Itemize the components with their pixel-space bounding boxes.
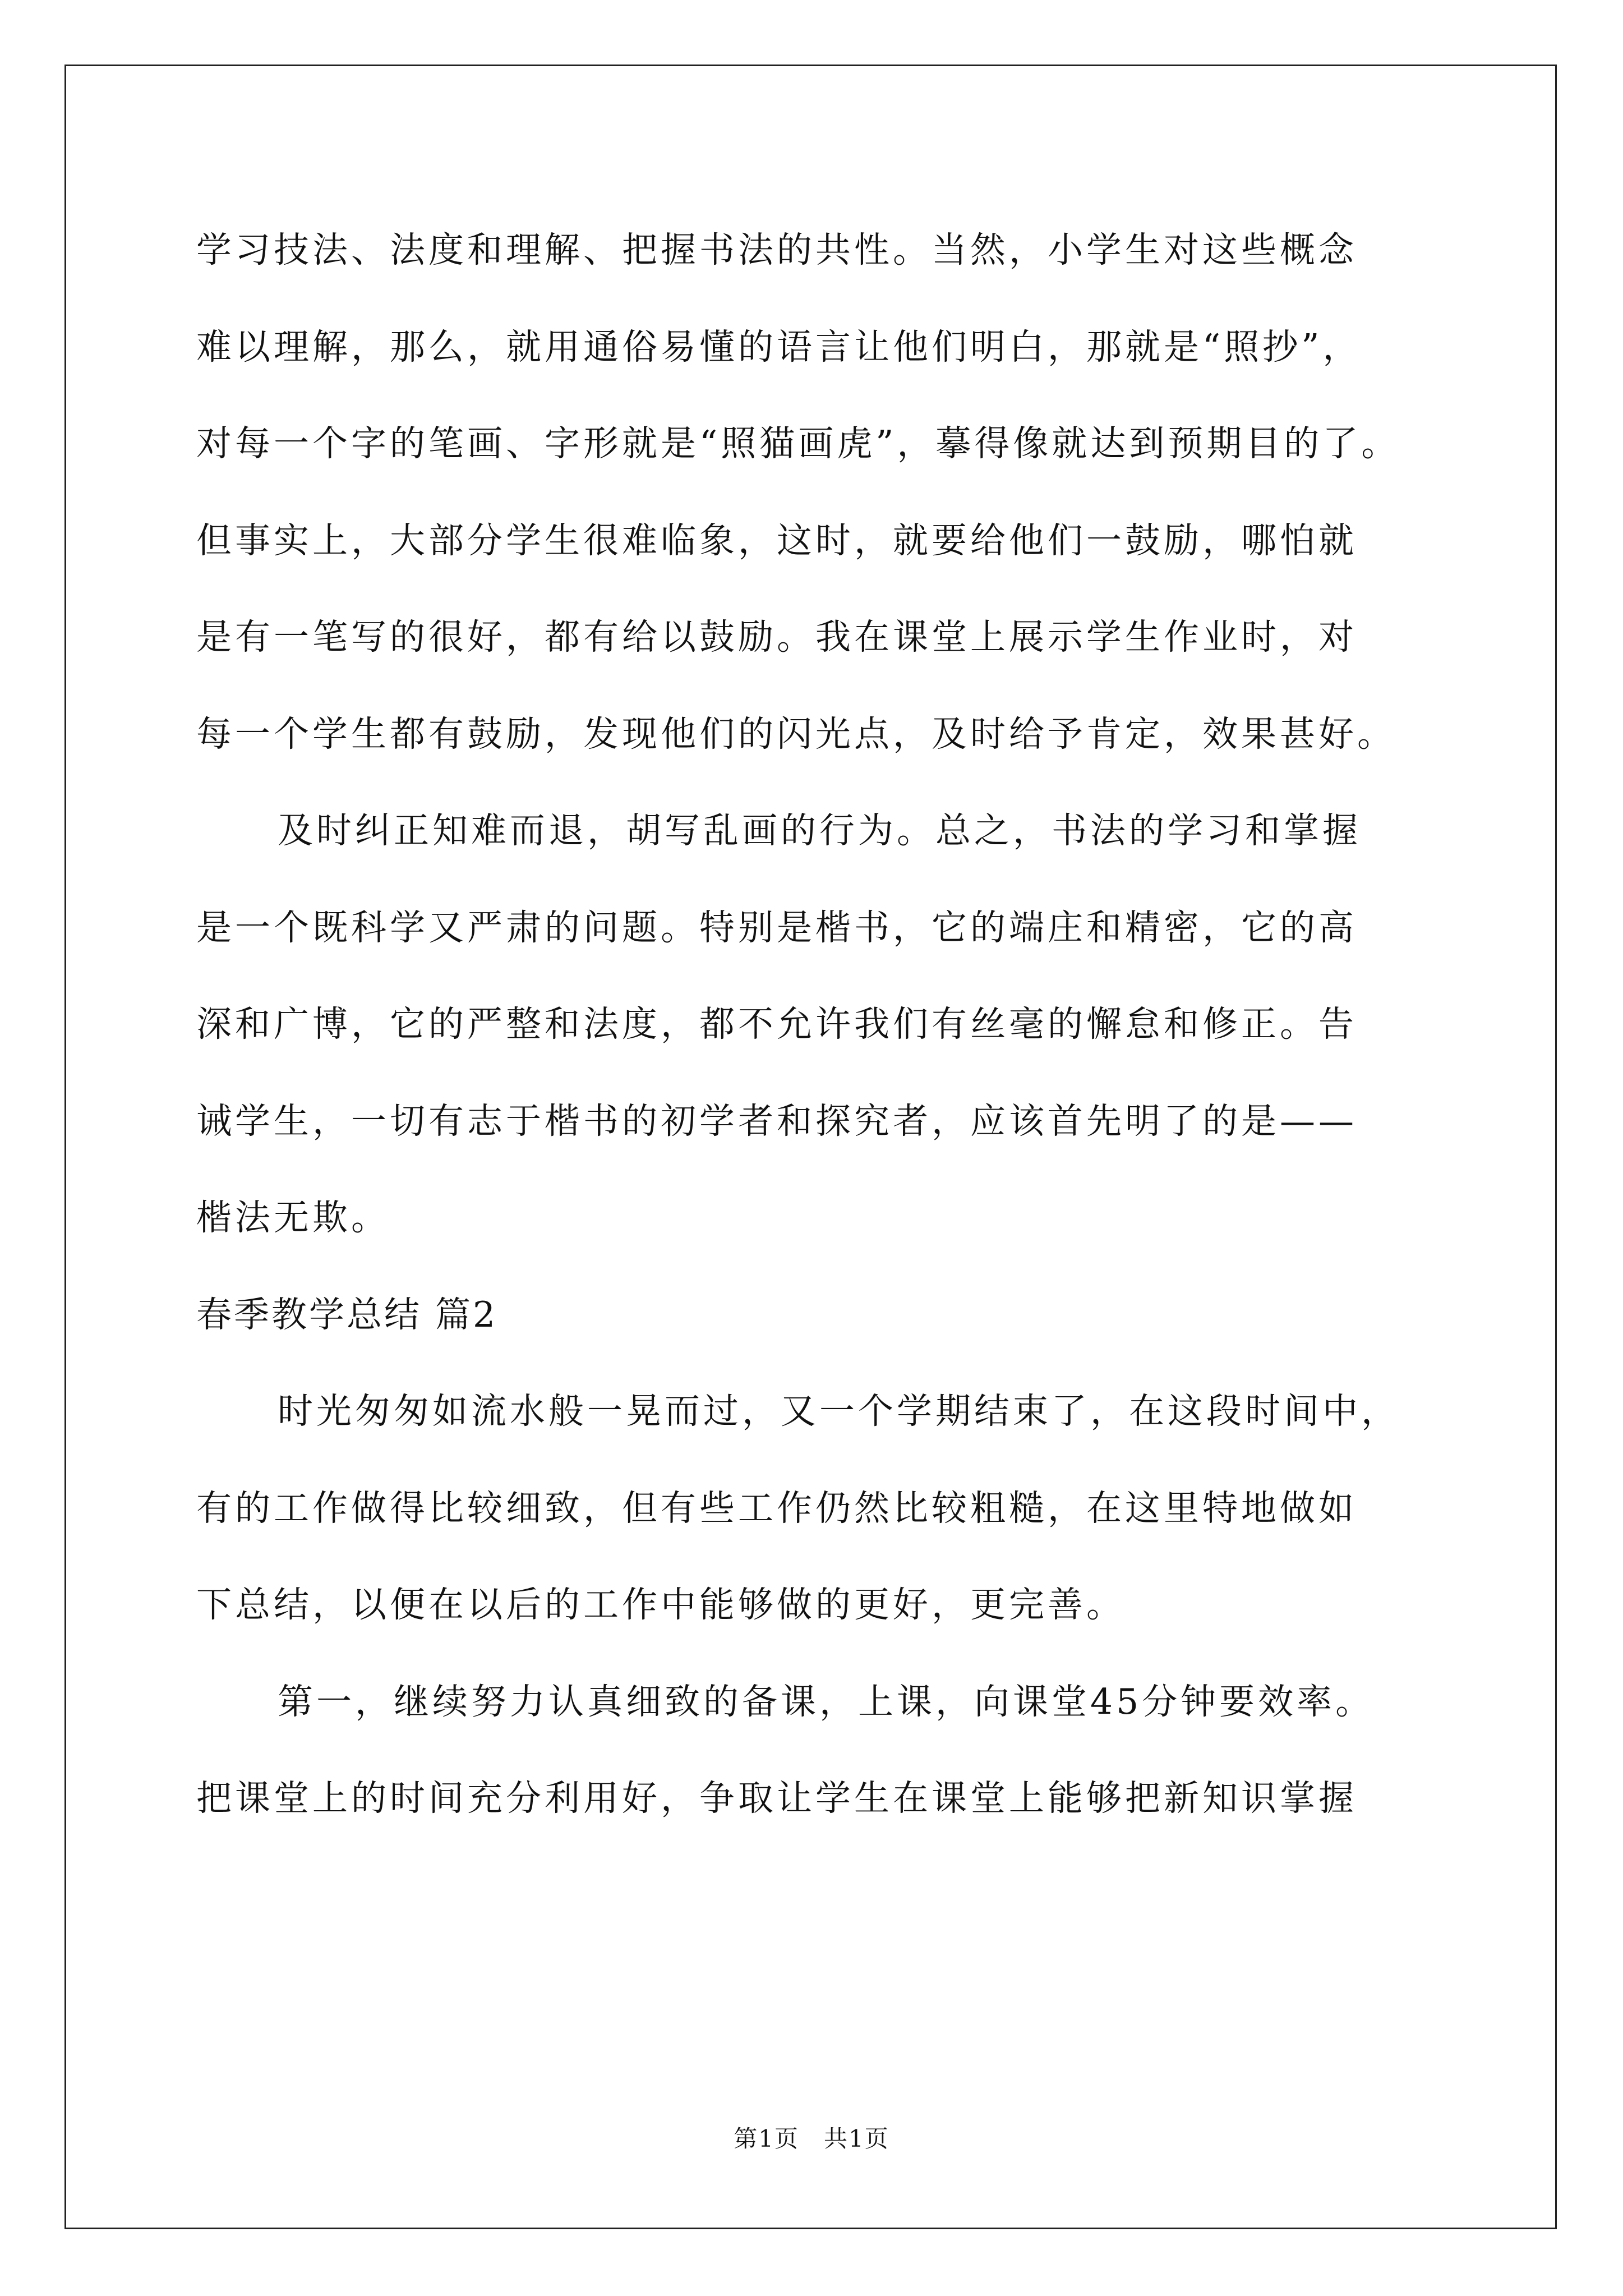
body-line: 难以理解，那么，就用通俗易懂的语言让他们明白，那就是“照抄”， [196,326,1362,367]
body-line: 但事实上，大部分学生很难临象，这时，就要给他们一鼓励，哪怕就 [196,519,1357,561]
body-line: 楷法无欺。 [196,1197,390,1238]
paragraph-first-line: 时光匆匆如流水般一晃而过，又一个学期结束了，在这段时间中， [278,1391,1400,1432]
paragraph-first-line: 及时纠正知难而退，胡写乱画的行为。总之，书法的学习和掌握 [278,810,1361,851]
body-line: 每一个学生都有鼓励，发现他们的闪光点，及时给予肯定，效果甚好。 [196,713,1396,754]
document-body [196,217,1430,1862]
body-line: 深和广博，它的严整和法度，都不允许我们有丝毫的懈怠和修正。告 [196,1004,1357,1045]
body-line: 有的工作做得比较细致，但有些工作仍然比较粗糙，在这里特地做如 [196,1487,1357,1529]
paragraph-first-line: 第一，继续努力认真细致的备课，上课，向课堂45分钟要效率。 [278,1681,1375,1722]
body-line: 学习技法、法度和理解、把握书法的共性。当然，小学生对这些概念 [196,229,1357,270]
body-line: 下总结，以便在以后的工作中能够做的更好，更完善。 [196,1584,1125,1625]
body-line: 诫学生，一切有志于楷书的初学者和探究者，应该首先明了的是—— [196,1100,1357,1142]
page-footer: 第1页 共1页 [734,2125,889,2152]
body-line: 是一个既科学又严肃的问题。特别是楷书，它的端庄和精密，它的高 [196,907,1357,948]
body-line: 把课堂上的时间充分利用好，争取让学生在课堂上能够把新知识掌握 [196,1778,1357,1819]
body-line: 是有一笔写的很好，都有给以鼓励。我在课堂上展示学生作业时，对 [196,616,1357,657]
body-line: 对每一个字的笔画、字形就是“照猫画虎”，摹得像就达到预期目的了。 [196,423,1400,464]
section-heading: 春季教学总结 篇2 [196,1294,498,1335]
